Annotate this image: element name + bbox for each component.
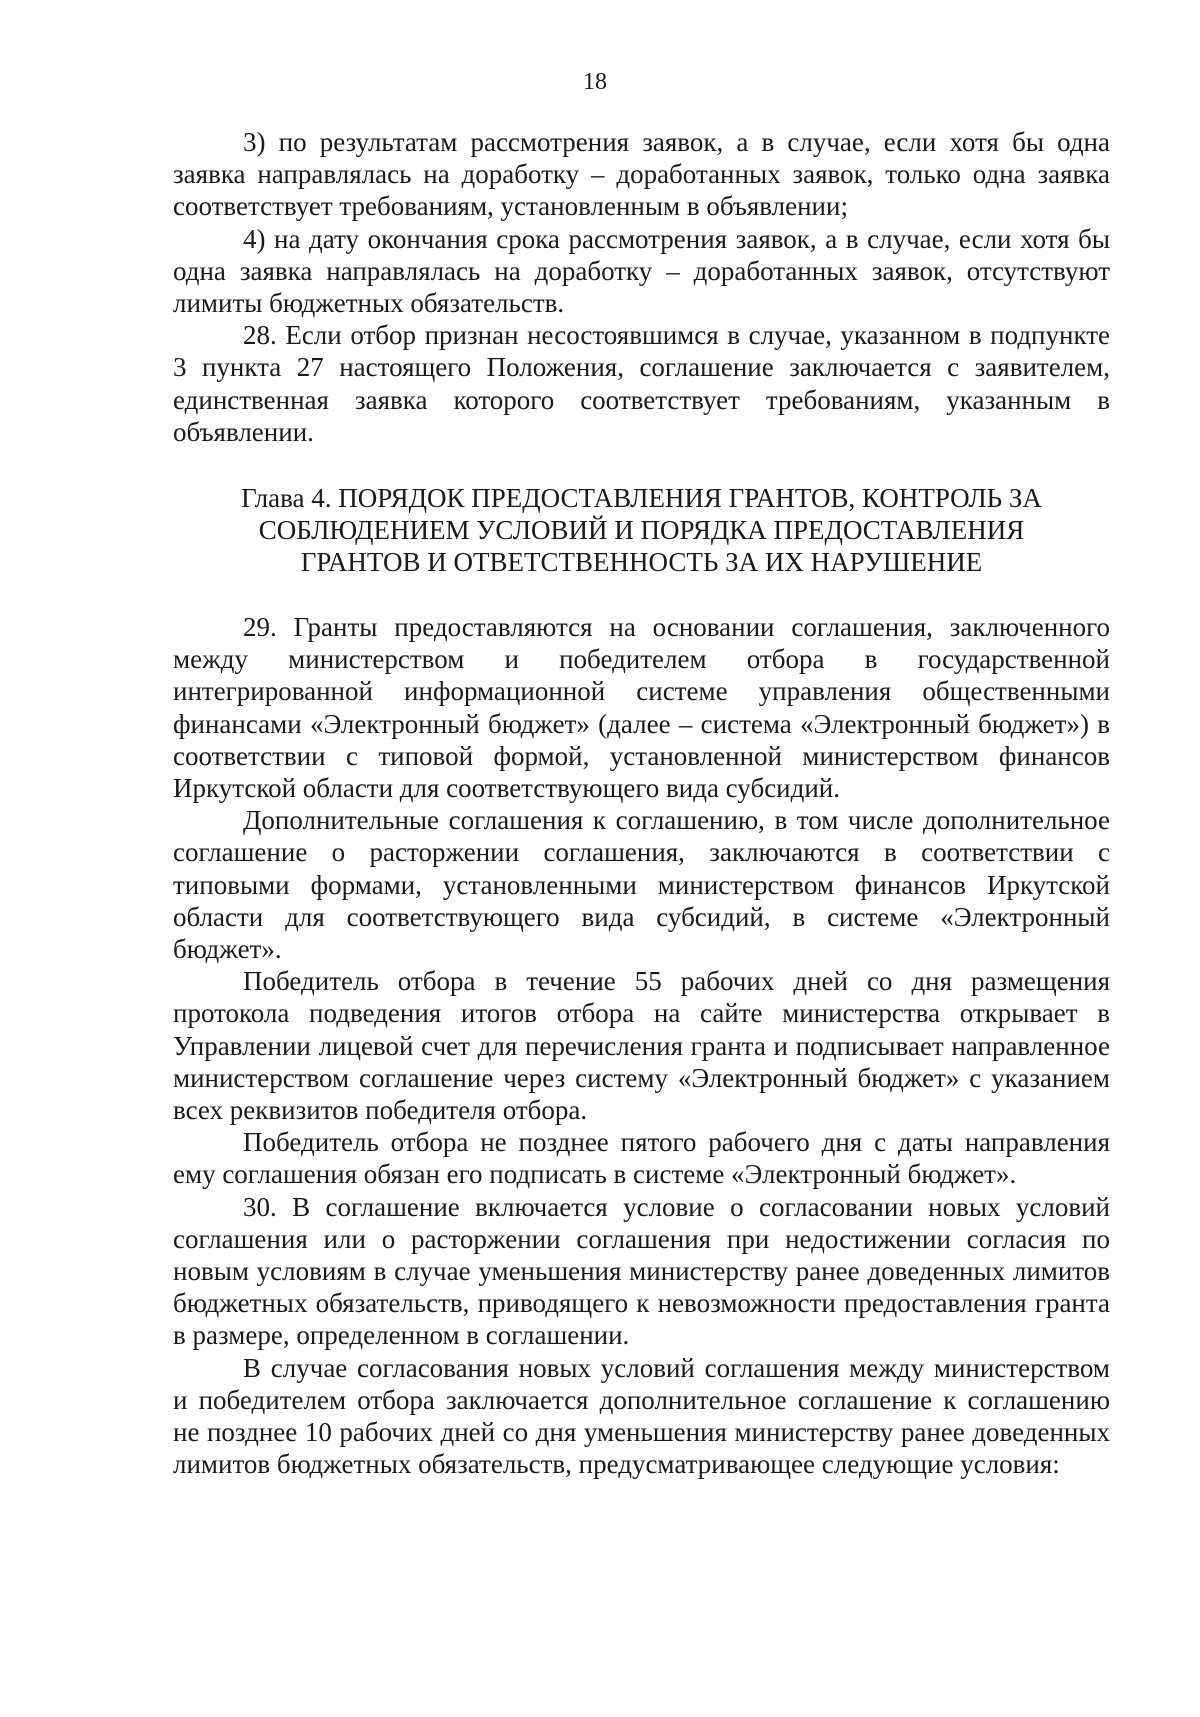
chapter-heading — [173, 482, 1110, 579]
paragraph-item-4: 4) на дату окончания срока рассмотрения заявок, а в случае, если хотя бы одна заявка направлялась на доработку – доработанных заявок, отсутствуют лимиты бюджетных обязательств. — [173, 223, 1110, 319]
page-number: 18 — [583, 69, 607, 95]
chapter-heading-line-3: ГРАНТОВ И ОТВЕТСТВЕННОСТЬ ЗА ИХ НАРУШЕНИЕ — [300, 547, 983, 578]
body-bottom — [173, 611, 1110, 1480]
paragraph-29: 29. Гранты предоставляются на основании соглашения, заключенного между министерством и победителем отбора в государственной интегрированной информационной системе управления общественными финансами «Электронный бюджет» (далее – система «Электронный бюджет») в соответствии с типовой формой, установленной министерством финансов Иркутской области для соответствующего вида субсидий. — [173, 612, 1110, 804]
chapter-heading-line-1: Глава 4. ПОРЯДОК ПРЕДОСТАВЛЕНИЯ ГРАНТОВ, КОНТРОЛЬ ЗА — [241, 483, 1042, 513]
paragraph-winner-signing: Победитель отбора не позднее пятого рабочего дня с даты направления ему соглашения обязан его подписать в системе «Электронный бюджет». — [173, 1127, 1110, 1190]
paragraph-new-conditions: В случае согласования новых условий соглашения между министерством и победителем отбора заключается дополнительное соглашение к соглашению не позднее 10 рабочих дней со дня уменьшения министерству ранее доведенных лимитов бюджетных обязательств, предусматривающее следующие условия: — [173, 1352, 1110, 1480]
paragraph-item-3: 3) по результатам рассмотрения заявок, а в случае, если хотя бы одна заявка направлялась на доработку – доработанных заявок, только одна заявка соответствует требованиям, установленным в объявлении; — [173, 127, 1110, 222]
paragraph-28: 28. Если отбор признан несостоявшимся в случае, указанном в подпункте 3 пункта 27 настоящего Положения, соглашение заключается с заявителем, единственная заявка которого соответствует требованиям, указанным в объявлении. — [173, 320, 1110, 447]
paragraph-30: 30. В соглашение включается условие о согласовании новых условий соглашения или о расторжении соглашения при недостижении согласия по новым условиям в случае уменьшения министерству ранее доведенных лимитов бюджетных обязательств, приводящего к невозможности предоставления гранта в размере, определенном в соглашении. — [173, 1191, 1110, 1351]
paragraph-additional-agreements: Дополнительные соглашения к соглашению, в том числе дополнительное соглашение о расторжении соглашения, заключаются в соответствии с типовыми формами, установленными министерством финансов Иркутской области для соответствующего вида субсидий, в системе «Электронный бюджет». — [173, 805, 1110, 965]
chapter-heading-line-2: СОБЛЮДЕНИЕМ УСЛОВИЙ И ПОРЯДКА ПРЕДОСТАВЛЕНИЯ — [258, 515, 1025, 546]
paragraph-winner-account: Победитель отбора в течение 55 рабочих дней со дня размещения протокола подведения итогов отбора на сайте министерства открывает в Управлении лицевой счет для перечисления гранта и подписывает направленное министерством соглашение через систему «Электронный бюджет» с указанием всех реквизитов победителя отбора. — [173, 966, 1110, 1126]
body-top — [173, 126, 1110, 448]
